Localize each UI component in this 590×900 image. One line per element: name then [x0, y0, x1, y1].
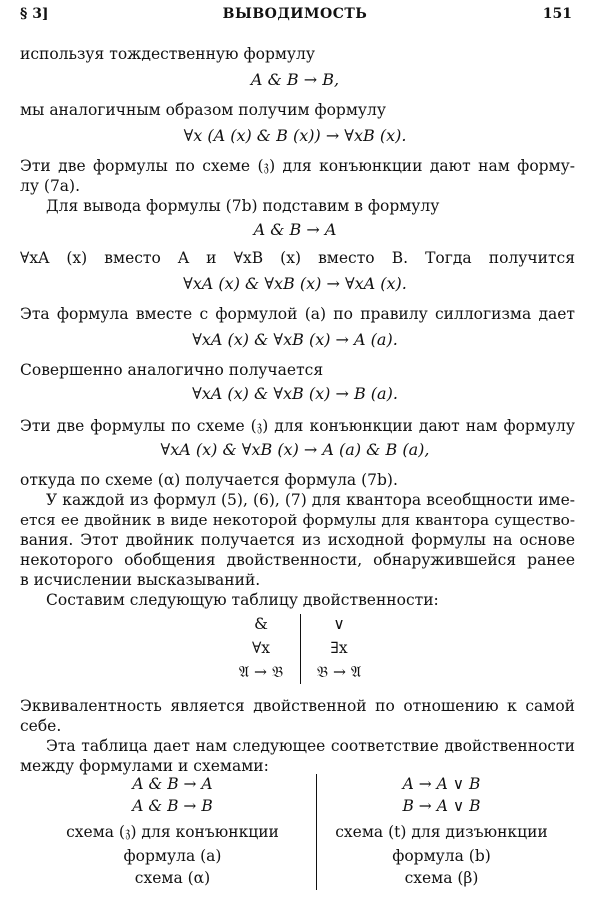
paragraph-line: Эти две формулы по схеме (𝔷) для конъюнкции дают нам формулу: [20, 417, 575, 435]
page-number: 151: [542, 6, 572, 22]
paragraph-line: вания. Этот двойник получается из исходной формулы на основе: [20, 531, 575, 549]
duality-right-cell: ∃x: [330, 639, 348, 657]
paragraph-line: Для вывода формулы (7b) подставим в формулу: [46, 197, 440, 215]
table-divider: [316, 774, 317, 890]
correspondence-left-cell: A & B → B: [132, 797, 213, 815]
duality-right-cell: 𝔅 → 𝔄: [316, 663, 362, 681]
duality-left-cell: &: [254, 615, 268, 633]
paragraph-line: мы аналогичным образом получим формулу: [20, 101, 386, 119]
formula: ∀xA (x) & ∀xB (x) → A (a) & B (a),: [160, 440, 430, 459]
formula: ∀x (A (x) & B (x)) → ∀xB (x).: [183, 126, 407, 145]
paragraph-line: используя тождественную формулу: [20, 45, 316, 63]
formula: A & B → B,: [250, 70, 340, 89]
duality-left-cell: 𝔄 → 𝔅: [238, 663, 284, 681]
running-head-title: ВЫВОДИМОСТЬ: [222, 6, 368, 22]
duality-left-cell: ∀x: [251, 639, 271, 657]
paragraph-line: себе.: [20, 717, 62, 735]
paragraph-line: ∀xA (x) вместо A и ∀xB (x) вместо B. Тогда получится: [20, 249, 575, 267]
correspondence-left-cell: формула (a): [123, 847, 222, 865]
paragraph-line: лу (7a).: [20, 177, 81, 195]
paragraph-line: откуда по схеме (α) получается формула (7b).: [20, 471, 398, 489]
formula: ∀xA (x) & ∀xB (x) → A (a).: [192, 330, 398, 349]
correspondence-right-cell: A → A ∨ B: [402, 775, 481, 793]
correspondence-right-cell: формула (b): [392, 847, 491, 865]
duality-right-cell: ∨: [333, 615, 345, 633]
formula: ∀xA (x) & ∀xB (x) → B (a).: [192, 384, 398, 403]
paragraph-line: Эта формула вместе с формулой (a) по правилу силлогизма дает: [20, 305, 575, 323]
running-head-section: § 3]: [20, 6, 49, 22]
paragraph-line: У каждой из формул (5), (6), (7) для квантора всеобщности име-: [46, 491, 575, 509]
correspondence-left-cell: схема (α): [134, 869, 211, 887]
paragraph-line: Эквивалентность является двойственной по отношению к самой: [20, 697, 575, 715]
correspondence-left-cell: A & B → A: [132, 775, 213, 793]
formula: ∀xA (x) & ∀xB (x) → ∀xA (x).: [183, 274, 407, 293]
correspondence-right-cell: схема (β): [404, 869, 479, 887]
correspondence-right-cell: схема (t) для дизъюнкции: [335, 823, 548, 841]
paragraph-line: в исчислении высказываний.: [20, 571, 261, 589]
correspondence-left-cell: схема (𝔷) для конъюнкции: [66, 823, 279, 841]
table-divider: [300, 614, 301, 684]
paragraph-line: Совершенно аналогично получается: [20, 361, 324, 379]
paragraph-line: Эта таблица дает нам следующее соответствие двойственности: [46, 737, 575, 755]
paragraph-line: некоторого обобщения двойственности, обнаружившейся ранее: [20, 551, 575, 569]
paragraph-line: Эти две формулы по схеме (𝔷) для конъюнкции дают нам форму-: [20, 157, 575, 175]
paragraph-line: между формулами и схемами:: [20, 757, 269, 775]
correspondence-right-cell: B → A ∨ B: [402, 797, 481, 815]
paragraph-line: Составим следующую таблицу двойственности:: [46, 591, 439, 609]
paragraph-line: ется ее двойник в виде некоторой формулы для квантора существо-: [20, 511, 575, 529]
formula: A & B → A: [253, 220, 337, 239]
